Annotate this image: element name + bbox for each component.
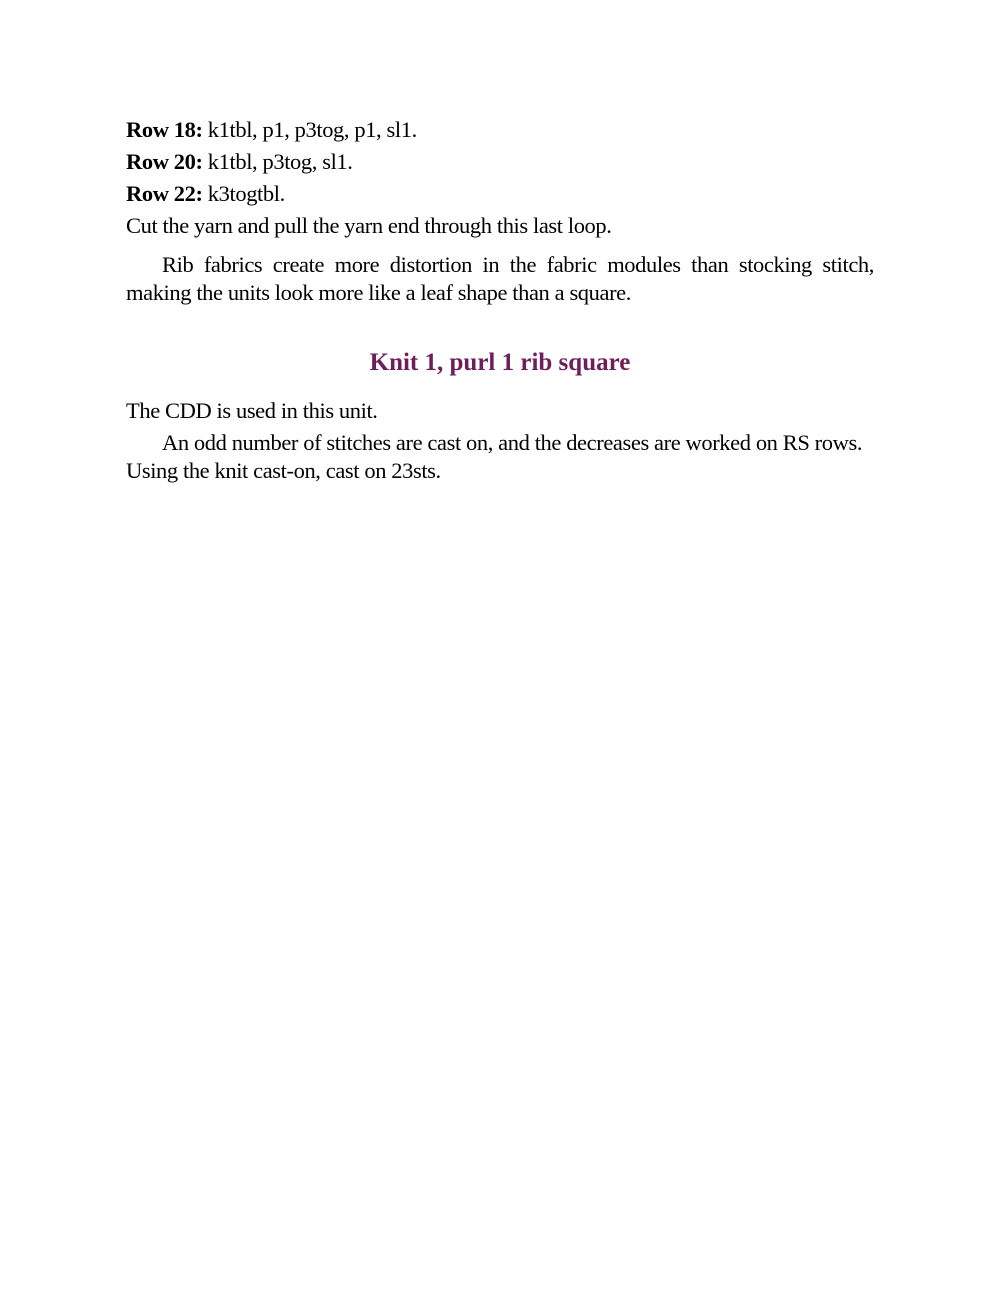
row-text: k3togtbl. (202, 181, 285, 206)
row-label: Row 20: (126, 149, 203, 174)
row-text: k1tbl, p1, p3tog, p1, sl1. (202, 117, 417, 142)
row-18-instruction (126, 114, 874, 146)
row-20-instruction (126, 146, 874, 178)
cut-yarn-instruction: Cut the yarn and pull the yarn end through this last loop. (126, 213, 612, 238)
row-label: Row 18: (126, 117, 203, 142)
section-heading: Knit 1, purl 1 rib square (369, 349, 631, 376)
row-22-instruction (126, 178, 874, 210)
cast-on-instruction: Using the knit cast-on, cast on 23sts. (126, 458, 441, 483)
rib-fabric-paragraph: Rib fabrics create more distortion in the fabric modules than stocking stitch, making the units look more like a leaf shape than a square. (126, 252, 874, 305)
document-page (126, 114, 874, 485)
row-text: k1tbl, p3tog, sl1. (202, 149, 353, 174)
cdd-note: The CDD is used in this unit. (126, 398, 378, 423)
row-label: Row 22: (126, 181, 203, 206)
odd-stitches-paragraph: An odd number of stitches are cast on, and the decreases are worked on RS rows. (162, 430, 863, 455)
